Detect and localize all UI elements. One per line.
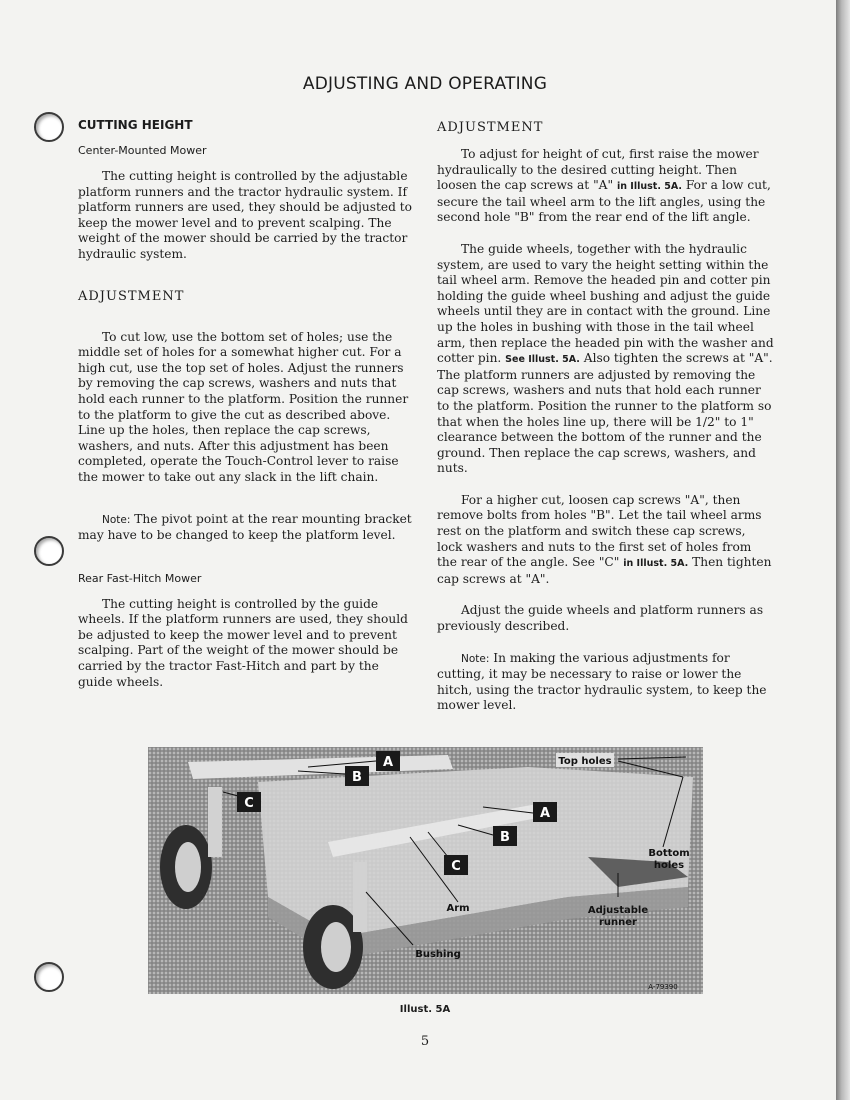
callout-b-text: B [352,770,362,785]
illustration-5a-photo [148,747,703,994]
page-edge [836,0,850,1100]
label-adjustable-runner-line2: runner [598,917,638,928]
paragraph-rear-fast-hitch: The cutting height is controlled by the guide wheels. If the platform runners are used, they should be adjusted to keep the mower level and to prevent scalping. Part of the weight of the mower should be carried by the tractor Fast-Hitch and part by the guide wheels. [78,596,408,689]
text-run: Also tighten the screws at "A". The platform runners are adjusted by removing the cap screws, washers and nuts that hold each runner to the platform. Position the runner to the platform so that when the holes line up, there will be 1/2" to 1" clearance between the bottom of the runner and the ground. Then replace the cap screws, washers, and nuts. [437,351,773,476]
callout-a-text: A [382,755,394,770]
callout-a-text: A [539,806,551,821]
front-wheel-hub [321,922,351,972]
label-arm: Arm [446,903,470,914]
text-run: To adjust for height of cut, first raise the mower hydraulically to the desired cutting height. Then loosen the cap screws at "A" [437,147,759,193]
note-pivot-point [78,512,415,544]
note-text: The pivot point at the rear mounting bracket may have to be changed to keep the platform level. [78,511,412,543]
text-run: For a higher cut, loosen cap screws "A", then remove bolts from holes "B". Let the tail wheel arms rest on the platform and switch these cap screws, lock washers and nuts to the first set of holes from the rear of the angle. See "C" [437,492,762,570]
heading-adjustment-left: ADJUSTMENT [78,288,185,304]
note-adjustments [437,651,774,714]
heading-adjustment-right: ADJUSTMENT [437,120,544,135]
label-part-number: A-79390 [648,983,678,991]
rear-wheel-hub [175,842,201,892]
page-number: 5 [420,1034,430,1049]
rear-wheel-arm [208,787,222,857]
note-label: Note: [461,652,490,665]
callout-a-upper [376,751,400,771]
paragraph-adjust-guide-wheels: Adjust the guide wheels and platform runners as previously described. [437,603,764,634]
section-heading-cutting-height: CUTTING HEIGHT [78,118,193,132]
label-bushing: Bushing [415,949,461,960]
callout-c-text: C [244,796,254,811]
left-column [78,118,415,690]
front-wheel-arm [353,862,367,932]
callout-c-text: C [451,859,461,874]
paragraph-adjustment-left: To cut low, use the bottom set of holes; use the middle set of holes for a somewhat higher cut. For a high cut, use the top set of holes. Adjust the runners by removing the cap screws, washers and nuts that hold each runner to the platform. Position the runner to the platform to give the cut as described above. Line up the holes, then replace the cap screws, washers, and nuts. After this adjustment has been completed, operate the Touch-Control lever to raise the mower to take out any slack in the lift chain. [78,329,409,484]
illustration-reference: in Illust. 5A. [616,181,682,193]
mower-illustration [148,747,703,994]
label-bottom-holes-line2: holes [653,860,685,871]
text-run: The guide wheels, together with the hydraulic system, are used to vary the height setting within the tail wheel arm. Remove the headed pin and cotter pin holding the guide wheel bushing and adjust the guide wheels until they are in contact with the ground. Line up the holes in bushing with those in the tail wheel arm, then replace the headed pin with the washer and cotter pin. [437,241,774,366]
paragraph-higher-cut [437,493,774,588]
callout-b-upper [345,766,369,786]
right-column [437,120,774,714]
illustration-reference: in Illust. 5A. [623,558,689,570]
text-run: For a low cut, secure the tail wheel arm to the lift angles, using the second hole "B" from the rear end of the lift angle. [437,178,771,225]
callout-c-left [237,792,261,812]
note-label: Note: [102,513,131,526]
text-run: Then tighten cap screws at "A". [437,555,772,586]
paragraph-cutting-height: The cutting height is controlled by the adjustable platform runners and the tractor hydraulic system. If platform runners are used, they should be adjusted to keep the mower level and to prevent scalping. The weight of the mower should be carried by the tractor hydraulic system. [78,169,412,261]
illustration-reference: See Illust. 5A. [505,354,580,366]
subheading-rear-fast-hitch: Rear Fast-Hitch Mower [78,571,202,585]
callout-c-center [444,855,468,875]
page-title: ADJUSTING AND OPERATING [302,74,548,94]
binder-hole-bottom [34,962,64,992]
callout-a-lower [533,802,557,822]
label-adjustable-runner-line1: Adjustable [587,905,649,916]
paragraph-guide-wheels [437,242,774,477]
label-top-holes: Top holes [558,756,612,767]
label-bottom-holes-line1: Bottom [648,848,690,859]
illustration-caption: Illust. 5A [399,1004,451,1015]
note-text: In making the various adjustments for cutting, it may be necessary to raise or lower the hitch, using the tractor hydraulic system, to keep the mower level. [437,650,767,713]
paragraph-height-of-cut [437,147,774,226]
binder-hole-middle [34,536,64,566]
callout-b-lower [493,826,517,846]
binder-hole-top [34,112,64,142]
callout-b-text: B [500,830,510,845]
subheading-center-mounted: Center-Mounted Mower [78,144,207,157]
